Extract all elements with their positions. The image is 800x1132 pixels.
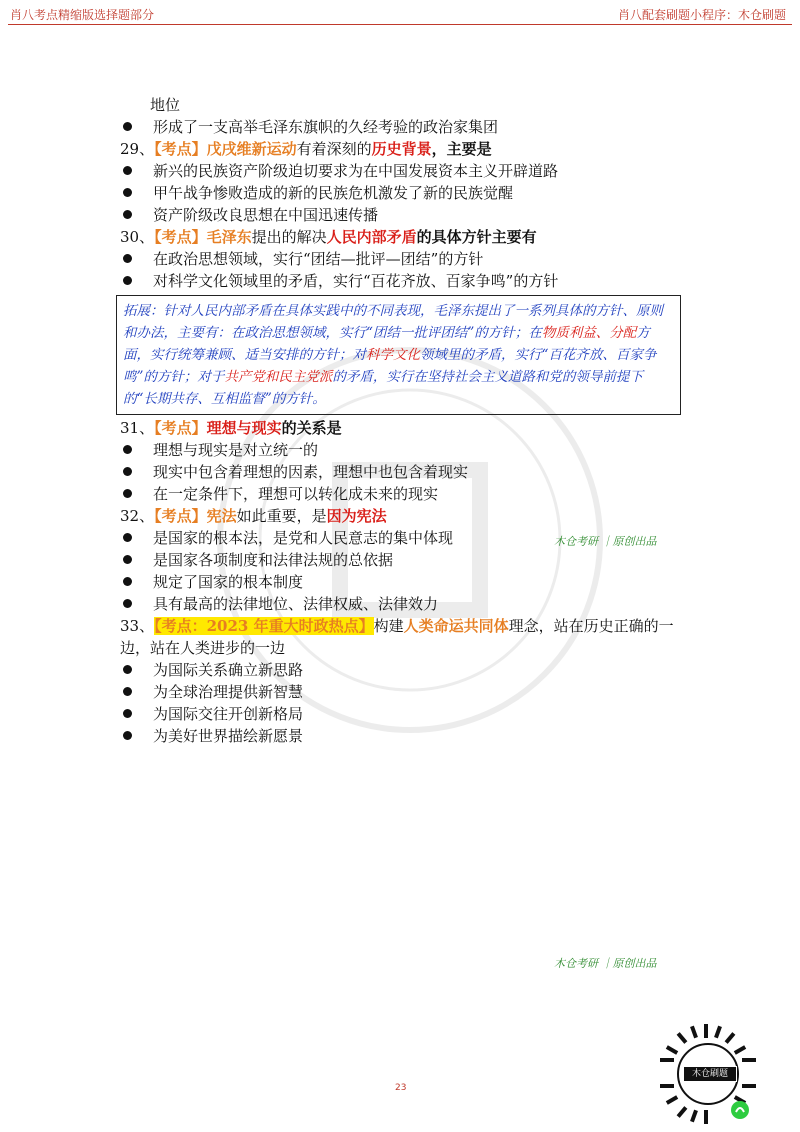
bullet-icon <box>123 210 132 219</box>
note-highlight: 物质利益、分配 <box>541 325 637 341</box>
header-right-text: 肖八配套刷题小程序：木仓刷题 <box>617 8 786 22</box>
list-item-text: 规定了国家的根本制度 <box>153 573 304 591</box>
list-item <box>120 703 685 725</box>
list-item <box>120 439 685 461</box>
list-item <box>120 681 685 703</box>
heading-text: 的具体方针主要有 <box>416 228 537 246</box>
keyword: 人类命运共同体 <box>403 617 509 635</box>
list-item-text: 为国际关系确立新思路 <box>153 661 304 679</box>
note-text: 的矛盾，实行在坚持社会主义道路和党的领导前提下的“长期共存、互相监督”的方针。 <box>123 369 643 407</box>
heading-text: 理念，站在历史正确的一边，站在人类进步的一边 <box>120 617 674 657</box>
bullet-icon <box>123 687 132 696</box>
list-item <box>120 571 685 593</box>
list-item <box>120 725 685 747</box>
list-item-text: 对科学文化领域里的矛盾，实行“百花齐放、百家争鸣”的方针 <box>153 272 559 290</box>
note-highlight: 科学文化 <box>366 347 420 363</box>
question-number: 29、 <box>120 140 155 158</box>
question-number: 33、 <box>120 617 155 635</box>
list-item <box>120 160 685 182</box>
list-item-text: 资产阶级改良思想在中国迅速传播 <box>153 206 379 224</box>
bullet-icon <box>123 166 132 175</box>
bullet-icon <box>123 254 132 263</box>
bullet-icon <box>123 555 132 564</box>
document-body <box>120 94 685 747</box>
list-item-text: 为国际交往开创新格局 <box>153 705 304 723</box>
list-item-text: 是国家的根本法，是党和人民意志的集中体现 <box>153 529 454 547</box>
keyword: 毛泽东 <box>206 228 252 246</box>
question-29-heading <box>120 138 685 160</box>
text-line: 地位 <box>150 96 181 114</box>
list-item <box>120 182 685 204</box>
list-item <box>120 270 685 292</box>
keyword: 历史背景 <box>371 140 432 158</box>
list-item-text: 甲午战争惨败造成的新的民族危机激发了新的民族觉醒 <box>153 184 514 202</box>
bullet-icon <box>123 467 132 476</box>
note-text: 方面，实行统筹兼顾、适当安排的方针；对 <box>123 325 650 363</box>
list-item-text: 新兴的民族资产阶级迫切要求为在中国发展资本主义开辟道路 <box>153 162 559 180</box>
list-item-text: 形成了一支高举毛泽东旗帜的久经考验的政治家集团 <box>153 118 499 136</box>
list-item-text: 为美好世界描绘新愿景 <box>153 727 304 745</box>
question-32-heading <box>120 505 685 527</box>
bullet-icon <box>123 665 132 674</box>
list-item-text: 理想与现实是对立统一的 <box>153 441 319 459</box>
heading-text: 如此重要，是 <box>236 507 327 525</box>
heading-text: 有着深刻的 <box>296 140 372 158</box>
question-number: 30、 <box>120 228 155 246</box>
question-30-heading <box>120 226 685 248</box>
keyword: 人民内部矛盾 <box>326 228 417 246</box>
list-item <box>120 483 685 505</box>
bullet-icon <box>123 731 132 740</box>
heading-text: 构建 <box>373 617 404 635</box>
bullet-icon <box>123 489 132 498</box>
exam-point-tag: 【考点：2023 年重大时政热点】 <box>154 617 374 635</box>
bullet-icon <box>123 709 132 718</box>
page-header <box>0 0 800 26</box>
question-31-heading <box>120 417 685 439</box>
side-note: 木仓考研 ｜原创出品 <box>554 957 657 970</box>
list-item-text: 现实中包含着理想的因素，理想中也包含着现实 <box>153 463 469 481</box>
exam-point-tag: 【考点】 <box>154 419 207 437</box>
list-item <box>120 204 685 226</box>
exam-point-tag: 【考点】 <box>154 228 207 246</box>
list-item-text: 是国家各项制度和法律法规的总依据 <box>153 551 394 569</box>
keyword: 理想与现实 <box>206 419 282 437</box>
list-item <box>120 248 685 270</box>
list-item-text: 在一定条件下，理想可以转化成未来的现实 <box>153 485 439 503</box>
bullet-icon <box>123 599 132 608</box>
question-number: 32、 <box>120 507 155 525</box>
header-left-text: 肖八考点精缩版选择题部分 <box>10 8 155 22</box>
list-item-text: 在政治思想领域，实行“团结—批评—团结”的方针 <box>153 250 484 268</box>
note-highlight: 共产党和民主党派 <box>224 369 333 385</box>
heading-text: 提出的解决 <box>251 228 327 246</box>
side-note: 木仓考研 ｜原创出品 <box>554 535 657 548</box>
list-item-text: 具有最高的法律地位、法律权威、法律效力 <box>153 595 439 613</box>
exam-point-tag: 【考点】 <box>154 507 207 525</box>
keyword: 戊戌维新运动 <box>206 140 297 158</box>
bullet-icon <box>123 122 132 131</box>
question-33-heading <box>120 615 685 659</box>
extension-note-box <box>116 295 681 415</box>
bullet-icon <box>123 533 132 542</box>
list-item <box>120 593 685 615</box>
list-item <box>120 461 685 483</box>
question-number: 31、 <box>120 419 155 437</box>
list-item <box>120 116 685 138</box>
bullet-icon <box>123 276 132 285</box>
list-item <box>120 549 685 571</box>
qr-label: 木仓刷题 <box>683 1066 737 1082</box>
heading-text: 的关系是 <box>281 419 342 437</box>
header-rule <box>8 24 792 25</box>
keyword: 因为宪法 <box>326 507 387 525</box>
note-text: 拓展：针对人民内部矛盾在具体实践中的不同表现，毛泽东提出了一系列具体的方针、原则和办法，主要有：在政治思想领域，实行“团结一批评团结”的方针；在 <box>123 303 663 341</box>
page-number: 23 <box>395 1083 407 1093</box>
exam-point-tag: 【考点】 <box>154 140 207 158</box>
bullet-icon <box>123 188 132 197</box>
keyword: 宪法 <box>206 507 237 525</box>
heading-text: ，主要是 <box>431 140 492 158</box>
bullet-icon <box>123 577 132 586</box>
bullet-icon <box>123 445 132 454</box>
note-text: 领域里的矛盾，实行“百花齐放、百家争鸣”的方针；对于 <box>123 347 657 385</box>
list-item <box>120 659 685 681</box>
list-item-text: 为全球治理提供新智慧 <box>153 683 304 701</box>
